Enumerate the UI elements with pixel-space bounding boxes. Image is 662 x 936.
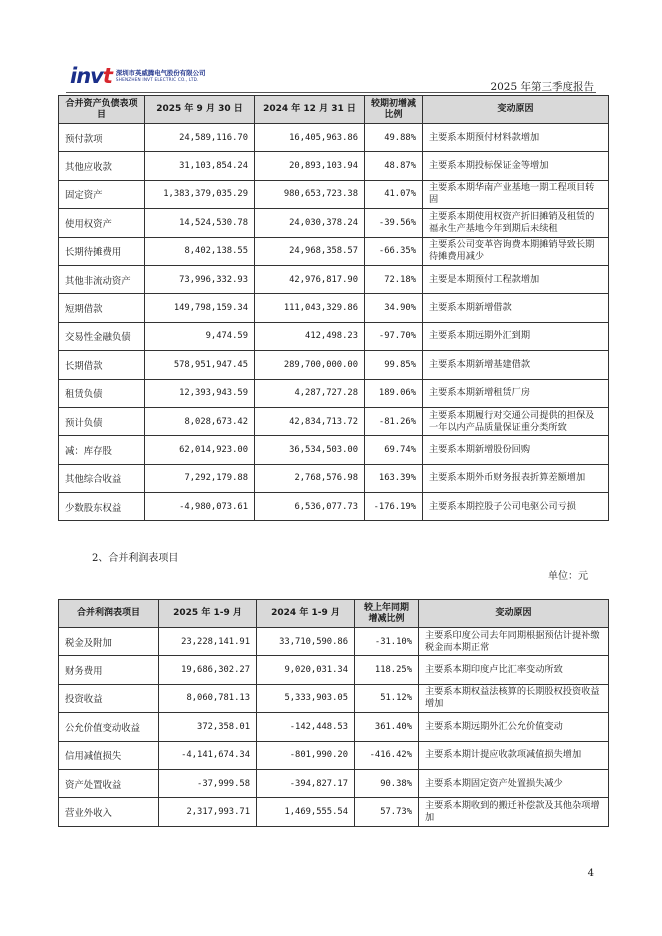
row-current-value: 372,358.01: [159, 713, 257, 741]
row-prior-value: 412,498.23: [255, 322, 365, 350]
row-change-ratio: -39.56%: [365, 209, 423, 237]
row-prior-value: 42,976,817.90: [255, 265, 365, 293]
column-header-reason: 变动原因: [419, 600, 609, 628]
row-current-value: 23,228,141.91: [159, 628, 257, 656]
company-logo: [70, 64, 205, 88]
row-item-name: 营业外收入: [59, 798, 159, 826]
table-row: [59, 656, 609, 684]
table-header-row: [59, 96, 609, 124]
row-change-ratio: 90.38%: [355, 769, 419, 797]
row-item-name: 使用权资产: [59, 209, 145, 237]
row-change-reason: 主要系本期新增租赁厂房: [423, 379, 609, 407]
row-prior-value: 2,768,576.98: [255, 464, 365, 492]
row-current-value: 31,103,854.24: [145, 152, 255, 180]
column-header-change: 较期初增减比例: [365, 96, 423, 124]
row-change-reason: 主要系印度公司去年同期根据预估计提补缴税金而本期正常: [419, 628, 609, 656]
table-row: [59, 180, 609, 208]
row-change-reason: 主要系本期印度卢比汇率变动所致: [419, 656, 609, 684]
balance-sheet-table: [58, 95, 609, 521]
row-prior-value: 4,287,727.28: [255, 379, 365, 407]
row-change-reason: 主要系本期预付材料款增加: [423, 124, 609, 152]
row-current-value: 578,951,947.45: [145, 351, 255, 379]
logo-company-name-en: SHENZHEN INVT ELECTRIC CO., LTD.: [115, 77, 199, 82]
column-header-change: 较上年同期增减比例: [355, 600, 419, 628]
page-number: 4: [587, 868, 594, 879]
row-prior-value: 6,536,077.73: [255, 493, 365, 521]
row-change-ratio: 34.90%: [365, 294, 423, 322]
row-change-ratio: -97.70%: [365, 322, 423, 350]
row-item-name: 短期借款: [59, 294, 145, 322]
row-current-value: 14,524,530.78: [145, 209, 255, 237]
row-current-value: 149,798,159.34: [145, 294, 255, 322]
table-row: [59, 464, 609, 492]
column-header-current: 2025 年 1-9 月: [159, 600, 257, 628]
row-prior-value: 24,030,378.24: [255, 209, 365, 237]
row-current-value: 9,474.59: [145, 322, 255, 350]
row-change-ratio: 118.25%: [355, 656, 419, 684]
row-item-name: 其他非流动资产: [59, 265, 145, 293]
row-prior-value: 1,469,555.54: [257, 798, 355, 826]
table-row: [59, 713, 609, 741]
row-current-value: 24,589,116.70: [145, 124, 255, 152]
row-change-ratio: -416.42%: [355, 741, 419, 769]
row-change-ratio: -81.26%: [365, 407, 423, 435]
row-current-value: 8,402,138.55: [145, 237, 255, 265]
table-row: [59, 798, 609, 826]
row-prior-value: 33,710,590.86: [257, 628, 355, 656]
column-header-current: 2025 年 9 月 30 日: [145, 96, 255, 124]
row-item-name: 少数股东权益: [59, 493, 145, 521]
table-row: [59, 493, 609, 521]
row-change-ratio: 72.18%: [365, 265, 423, 293]
row-change-ratio: 51.12%: [355, 684, 419, 712]
invt-logo-mark: invt: [70, 63, 112, 88]
row-item-name: 预付款项: [59, 124, 145, 152]
row-prior-value: 111,043,329.86: [255, 294, 365, 322]
row-item-name: 公允价值变动收益: [59, 713, 159, 741]
row-change-reason: 主要系本期计提应收款项减值损失增加: [419, 741, 609, 769]
row-change-ratio: 49.88%: [365, 124, 423, 152]
row-prior-value: 42,834,713.72: [255, 407, 365, 435]
table-row: [59, 684, 609, 712]
row-change-reason: 主要系本期新增基建借款: [423, 351, 609, 379]
row-item-name: 信用减值损失: [59, 741, 159, 769]
table-row: [59, 237, 609, 265]
column-header-prior: 2024 年 1-9 月: [257, 600, 355, 628]
row-current-value: 1,383,379,035.29: [145, 180, 255, 208]
income-statement-table: [58, 599, 609, 827]
table-row: [59, 741, 609, 769]
row-current-value: -4,141,674.34: [159, 741, 257, 769]
row-prior-value: 24,968,358.57: [255, 237, 365, 265]
row-change-ratio: 361.40%: [355, 713, 419, 741]
row-change-ratio: 41.07%: [365, 180, 423, 208]
table-row: [59, 152, 609, 180]
row-item-name: 其他综合收益: [59, 464, 145, 492]
row-current-value: -37,999.58: [159, 769, 257, 797]
row-change-reason: 主要系本期远期外汇到期: [423, 322, 609, 350]
row-prior-value: -801,990.20: [257, 741, 355, 769]
table-row: [59, 351, 609, 379]
row-current-value: 73,996,332.93: [145, 265, 255, 293]
table-row: [59, 628, 609, 656]
row-current-value: 7,292,179.88: [145, 464, 255, 492]
table-row: [59, 436, 609, 464]
row-change-reason: 主要系本期使用权资产折旧摊销及租赁的福永生产基地今年到期后未续租: [423, 209, 609, 237]
report-title: 2025 年第三季度报告: [490, 81, 594, 93]
row-item-name: 交易性金融负债: [59, 322, 145, 350]
row-prior-value: -394,827.17: [257, 769, 355, 797]
row-item-name: 固定资产: [59, 180, 145, 208]
table-row: [59, 407, 609, 435]
row-change-reason: 主要系本期权益法核算的长期股权投资收益增加: [419, 684, 609, 712]
column-header-item: 合并资产负债表项目: [59, 96, 145, 124]
row-current-value: -4,980,073.61: [145, 493, 255, 521]
row-change-reason: 主要系本期新增股份回购: [423, 436, 609, 464]
row-item-name: 长期待摊费用: [59, 237, 145, 265]
table-row: [59, 294, 609, 322]
column-header-reason: 变动原因: [423, 96, 609, 124]
row-item-name: 其他应收款: [59, 152, 145, 180]
row-item-name: 税金及附加: [59, 628, 159, 656]
row-change-ratio: -66.35%: [365, 237, 423, 265]
table-row: [59, 379, 609, 407]
row-prior-value: 16,405,963.86: [255, 124, 365, 152]
table-row: [59, 265, 609, 293]
row-item-name: 预计负债: [59, 407, 145, 435]
row-change-ratio: 99.85%: [365, 351, 423, 379]
row-change-reason: 主要系本期外币财务报表折算差额增加: [423, 464, 609, 492]
row-change-ratio: 163.39%: [365, 464, 423, 492]
table-row: [59, 322, 609, 350]
row-change-ratio: 57.73%: [355, 798, 419, 826]
row-change-ratio: 69.74%: [365, 436, 423, 464]
table-row: [59, 209, 609, 237]
row-item-name: 长期借款: [59, 351, 145, 379]
unit-label: 单位：元: [548, 571, 588, 582]
row-prior-value: 36,534,503.00: [255, 436, 365, 464]
row-current-value: 8,028,673.42: [145, 407, 255, 435]
row-prior-value: -142,448.53: [257, 713, 355, 741]
income-section-title: 2、合并利润表项目: [92, 553, 179, 564]
row-item-name: 减：库存股: [59, 436, 145, 464]
row-change-reason: 主要系本期投标保证金等增加: [423, 152, 609, 180]
row-prior-value: 980,653,723.38: [255, 180, 365, 208]
row-current-value: 19,686,302.27: [159, 656, 257, 684]
row-change-reason: 主要系本期新增借款: [423, 294, 609, 322]
table-row: [59, 124, 609, 152]
row-change-reason: 主要系本期收到的搬迁补偿款及其他杂项增加: [419, 798, 609, 826]
row-change-reason: 主要系本期固定资产处置损失减少: [419, 769, 609, 797]
column-header-prior: 2024 年 12 月 31 日: [255, 96, 365, 124]
row-change-ratio: 48.87%: [365, 152, 423, 180]
row-prior-value: 289,700,000.00: [255, 351, 365, 379]
row-current-value: 2,317,993.71: [159, 798, 257, 826]
row-change-reason: 主要系公司变革咨询费本期摊销导致长期待摊费用减少: [423, 237, 609, 265]
row-current-value: 12,393,943.59: [145, 379, 255, 407]
row-change-ratio: -176.19%: [365, 493, 423, 521]
row-item-name: 投资收益: [59, 684, 159, 712]
row-item-name: 租赁负债: [59, 379, 145, 407]
logo-company-name-cn: 深圳市英威腾电气股份有限公司: [115, 69, 206, 77]
column-header-item: 合并利润表项目: [59, 600, 159, 628]
table-row: [59, 769, 609, 797]
row-change-ratio: 189.06%: [365, 379, 423, 407]
row-current-value: 62,014,923.00: [145, 436, 255, 464]
row-change-reason: 主要系本期远期外汇公允价值变动: [419, 713, 609, 741]
row-change-reason: 主要是本期预付工程款增加: [423, 265, 609, 293]
table-header-row: [59, 600, 609, 628]
row-item-name: 资产处置收益: [59, 769, 159, 797]
row-prior-value: 20,893,103.94: [255, 152, 365, 180]
row-current-value: 8,060,781.13: [159, 684, 257, 712]
row-change-ratio: -31.10%: [355, 628, 419, 656]
row-change-reason: 主要系本期履行对交通公司提供的担保及一年以内产品质量保证重分类所致: [423, 407, 609, 435]
row-prior-value: 5,333,903.05: [257, 684, 355, 712]
header-divider: [66, 92, 596, 93]
row-item-name: 财务费用: [59, 656, 159, 684]
row-change-reason: 主要系本期华南产业基地一期工程项目转固: [423, 180, 609, 208]
row-change-reason: 主要系本期控股子公司电驱公司亏损: [423, 493, 609, 521]
row-prior-value: 9,020,031.34: [257, 656, 355, 684]
